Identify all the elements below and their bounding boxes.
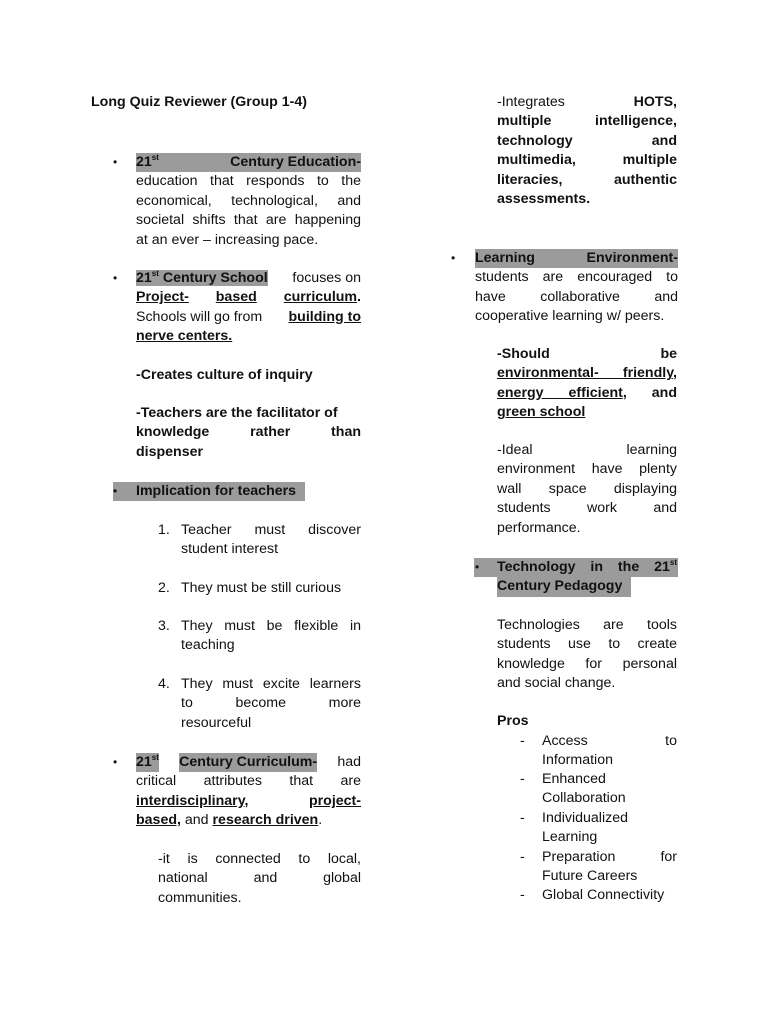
text-fragment: -Ideal [497, 442, 533, 458]
text-fragment: multimedia, [497, 152, 576, 169]
list-number: 2. [158, 580, 170, 596]
text-line: Future Careers [542, 868, 638, 885]
paragraph-technologies [497, 616, 677, 694]
text-fragment: project- [308, 792, 361, 809]
text-line: multiple intelligence, [497, 113, 677, 130]
text-fragment: and [651, 132, 677, 149]
text-fragment: and [654, 288, 678, 305]
text-fragment: authentic [613, 171, 677, 188]
text-line: dispenser [136, 443, 204, 460]
text-fragment: Access [542, 733, 588, 749]
list-item: They must be still curious [181, 580, 342, 596]
text-fragment: to [665, 733, 677, 749]
implication-for-teachers-heading: Implication for teachers [136, 483, 297, 499]
pros-item [542, 809, 677, 848]
text-fragment: collaborative [540, 288, 620, 305]
text-fragment: based [215, 289, 257, 306]
text-fragment: . [357, 289, 361, 306]
text-fragment: energy efficient [497, 384, 623, 401]
text-line: Information [542, 752, 613, 769]
term-sup: st [151, 753, 159, 762]
text-fragment: based, [136, 812, 181, 829]
technology-pedagogy-heading [497, 558, 677, 597]
list-number: 3. [158, 618, 170, 634]
text-fragment: to [181, 695, 193, 712]
text-fragment: HOTS, [633, 94, 677, 110]
text-line: Century Pedagogy [497, 578, 623, 595]
pros-item [542, 848, 677, 887]
definition-line: at an ever – increasing pace. [136, 231, 319, 248]
term-highlight [136, 270, 268, 286]
text-fragment: -Integrates [497, 94, 565, 110]
text-fragment: Technology in the 21 [497, 559, 670, 575]
text-fragment: displaying [613, 480, 677, 497]
dash-icon: - [520, 849, 525, 865]
text-fragment: more [328, 695, 361, 712]
term-label: Century Education- [159, 153, 361, 172]
text-fragment: become [235, 695, 286, 712]
paragraph-teachers-facilitator [136, 404, 361, 462]
text-fragment: and [184, 812, 209, 829]
text-fragment: focuses on [292, 270, 361, 286]
text-fragment: Project- [136, 289, 189, 306]
text-fragment: for [660, 849, 677, 865]
text-fragment: attributes [203, 773, 262, 790]
term-number: 21 [136, 154, 152, 170]
list-item [181, 617, 361, 656]
text-fragment: students [497, 500, 551, 517]
text-fragment: literacies, [497, 171, 563, 188]
text-fragment: , and [622, 384, 677, 401]
definition-line: education that responds to the [136, 173, 361, 190]
text-fragment: are [340, 773, 361, 790]
text-line: students use to create [497, 636, 677, 653]
term-label: Learning Environment- [475, 249, 678, 268]
text-fragment: wall [497, 480, 522, 497]
text-line: Learning [542, 829, 598, 846]
text-fragment: had [337, 754, 361, 770]
pros-heading: Pros [497, 713, 529, 729]
paragraph-should-be [497, 345, 677, 423]
bullet-21st-century-school [136, 269, 361, 347]
text-line: student interest [181, 541, 279, 558]
text-fragment: and [653, 500, 677, 517]
dash-icon: - [520, 810, 525, 826]
bullet-learning-environment [475, 249, 678, 327]
text-fragment: that [289, 773, 314, 790]
definition-line: economical, technological, and [136, 192, 361, 209]
list-number: 1. [158, 522, 170, 538]
term-number: 21 [136, 754, 152, 770]
paragraph-inquiry: -Creates culture of inquiry [136, 367, 313, 383]
text-fragment: multiple [622, 152, 677, 169]
text-fragment: curriculum [283, 289, 358, 306]
text-line: and social change. [497, 675, 616, 692]
text-line: Collaboration [542, 790, 626, 807]
dash-icon: - [520, 771, 525, 787]
paragraph-connected-communities [158, 850, 361, 908]
text-line: students are encouraged to [475, 269, 678, 286]
bullet-icon: • [113, 155, 118, 169]
text-fragment: research driven [212, 812, 319, 829]
text-fragment: Teacher [181, 522, 232, 538]
text-line: communities. [158, 889, 242, 906]
bullet-icon: • [113, 271, 118, 285]
term-label: Century School [162, 270, 268, 286]
text-fragment: national [158, 870, 208, 887]
dash-icon: - [520, 733, 525, 749]
text-fragment: nerve centers. [136, 328, 233, 345]
text-fragment: Preparation [542, 849, 616, 865]
text-fragment: critical [136, 773, 177, 790]
term-label: Century Curriculum- [179, 753, 317, 772]
text-line: cooperative learning w/ peers. [475, 308, 665, 325]
paragraph-integrates [497, 93, 677, 209]
bullet-icon: • [113, 755, 118, 769]
term-highlight [136, 753, 159, 772]
text-fragment: building to [288, 308, 361, 325]
term-sup: st [151, 269, 159, 278]
text-fragment: be [660, 346, 677, 362]
text-fragment: interdisciplinary, [136, 792, 249, 809]
text-line: Individualized [542, 810, 628, 826]
text-fragment: , [673, 365, 677, 382]
text-fragment: must [254, 522, 286, 538]
term-number: 21 [136, 270, 152, 286]
term-sup: st [669, 558, 677, 567]
dash-icon: - [520, 887, 525, 903]
text-fragment: have [475, 288, 506, 305]
list-number: 4. [158, 676, 170, 692]
text-line: resourceful [181, 714, 252, 731]
text-line: environment have plenty [497, 461, 677, 478]
text-fragment: global [323, 870, 361, 887]
text-line: assessments. [497, 191, 591, 208]
bullet-icon: • [475, 560, 480, 574]
text-fragment: space [548, 480, 587, 497]
document-title: Long Quiz Reviewer (Group 1-4) [91, 94, 307, 110]
paragraph-ideal-environment [497, 441, 677, 538]
list-item [181, 521, 361, 560]
text-line: performance. [497, 519, 581, 536]
text-line: Enhanced [542, 771, 606, 787]
text-fragment: than [331, 424, 361, 441]
text-fragment: . [318, 812, 323, 829]
text-fragment: -Should [497, 346, 550, 362]
text-fragment: green school [497, 404, 586, 421]
bullet-icon: • [451, 251, 456, 265]
text-fragment: discover [308, 522, 361, 538]
term-sup: st [151, 153, 159, 162]
text-line: -Teachers are the facilitator of [136, 405, 338, 421]
text-fragment: work [587, 500, 617, 517]
pros-item: Global Connectivity [542, 887, 665, 903]
pros-item [542, 732, 677, 771]
text-line: knowledge for personal [497, 655, 677, 672]
bullet-icon: • [113, 484, 118, 498]
text-fragment: environmental- friendly [497, 365, 674, 382]
text-line: Technologies are tools [497, 617, 677, 633]
text-fragment: knowledge [136, 424, 210, 441]
pros-item [542, 770, 677, 809]
text-line: -it is connected to local, [158, 851, 361, 867]
list-item [181, 675, 361, 733]
text-line: They must excite learners [181, 676, 361, 692]
text-fragment: and [253, 870, 278, 887]
text-fragment: rather [250, 424, 291, 441]
text-fragment: technology [497, 132, 573, 149]
bullet-21st-century-curriculum [136, 753, 361, 831]
text-line: They must be flexible in [181, 618, 361, 634]
text-line: teaching [181, 637, 235, 654]
bullet-21st-century-education [136, 153, 361, 250]
text-fragment: learning [626, 442, 677, 458]
definition-line: societal shifts that are happening [136, 212, 361, 229]
text-fragment: Schools will go from [136, 308, 263, 325]
term-highlight [136, 153, 159, 172]
